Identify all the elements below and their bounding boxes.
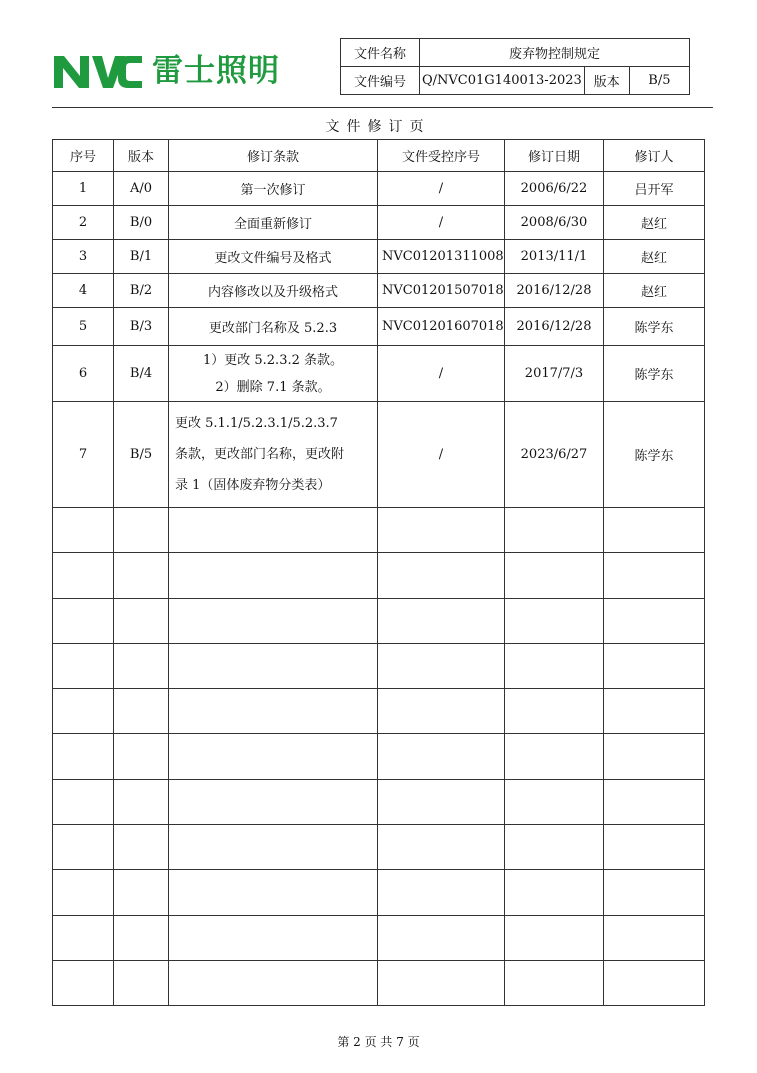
blank-cell (169, 960, 378, 1005)
document-header-table (340, 38, 690, 95)
blank-cell (114, 508, 169, 553)
blank-cell (169, 508, 378, 553)
page-footer: 第 2 页 共 7 页 (337, 1035, 420, 1049)
blank-cell (505, 779, 604, 824)
row-reviser: 陈学东 (604, 308, 705, 346)
row-number: 4 (53, 274, 114, 308)
blank-cell (505, 870, 604, 915)
row-control-number: NVC01201607018 (378, 308, 505, 346)
table-row (53, 402, 705, 508)
clause-line: 1）更改 5.2.3.2 条款。 (202, 352, 344, 368)
blank-cell (604, 643, 705, 688)
column-header: 修订日期 (505, 140, 604, 172)
blank-cell (505, 689, 604, 734)
column-header: 修订条款 (169, 140, 378, 172)
blank-cell (378, 508, 505, 553)
doc-name: 废弃物控制规定 (420, 39, 690, 67)
row-number: 7 (53, 402, 114, 508)
doc-number: Q/NVC01G140013-2023 (420, 67, 585, 95)
blank-cell (604, 553, 705, 598)
blank-cell (53, 553, 114, 598)
version-label: 版本 (584, 67, 629, 95)
header-divider (52, 107, 713, 108)
blank-cell (604, 734, 705, 779)
row-number: 5 (53, 308, 114, 346)
blank-cell (378, 915, 505, 960)
blank-cell (378, 643, 505, 688)
blank-row (53, 598, 705, 643)
table-row (53, 240, 705, 274)
row-number: 2 (53, 206, 114, 240)
clause-line: 2）删除 7.1 条款。 (215, 379, 331, 395)
blank-cell (114, 689, 169, 734)
blank-cell (53, 870, 114, 915)
blank-row (53, 553, 705, 598)
clause-line: 条款，更改部门名称，更改附 (175, 447, 345, 462)
row-version: B/2 (114, 274, 169, 308)
blank-cell (53, 734, 114, 779)
row-clause (169, 206, 378, 240)
blank-cell (505, 960, 604, 1005)
blank-cell (604, 960, 705, 1005)
row-clause (169, 402, 378, 508)
blank-cell (53, 598, 114, 643)
row-number: 6 (53, 346, 114, 402)
blank-cell (114, 734, 169, 779)
blank-cell (378, 553, 505, 598)
row-clause (169, 240, 378, 274)
nvc-logo-mark-icon (52, 52, 144, 90)
blank-cell (505, 825, 604, 870)
clause-line: 全面重新修订 (233, 217, 312, 232)
row-control-number: NVC01201507018 (378, 274, 505, 308)
blank-cell (378, 689, 505, 734)
table-row (53, 206, 705, 240)
blank-row (53, 960, 705, 1005)
blank-cell (604, 870, 705, 915)
revision-table-header (53, 140, 705, 172)
doc-number-label: 文件编号 (341, 67, 420, 95)
blank-cell (505, 508, 604, 553)
blank-cell (505, 598, 604, 643)
row-number: 3 (53, 240, 114, 274)
blank-cell (505, 553, 604, 598)
row-version: B/5 (114, 402, 169, 508)
company-logo (52, 50, 280, 92)
blank-cell (604, 508, 705, 553)
blank-cell (378, 598, 505, 643)
blank-cell (169, 553, 378, 598)
blank-cell (53, 643, 114, 688)
blank-cell (114, 598, 169, 643)
blank-cell (169, 689, 378, 734)
row-control-number: / (378, 172, 505, 206)
row-date: 2013/11/1 (505, 240, 604, 274)
blank-cell (169, 598, 378, 643)
blank-cell (604, 689, 705, 734)
blank-cell (53, 779, 114, 824)
column-header: 文件受控序号 (378, 140, 505, 172)
blank-row (53, 870, 705, 915)
blank-cell (604, 779, 705, 824)
blank-cell (169, 915, 378, 960)
blank-row (53, 508, 705, 553)
blank-row (53, 734, 705, 779)
blank-cell (114, 915, 169, 960)
row-reviser: 陈学东 (604, 346, 705, 402)
version-value: B/5 (629, 67, 689, 95)
column-header: 修订人 (604, 140, 705, 172)
company-name: 雷士照明 (152, 53, 280, 89)
row-date: 2016/12/28 (505, 274, 604, 308)
row-reviser: 赵红 (604, 274, 705, 308)
clause-line: 第一次修订 (240, 183, 306, 198)
blank-cell (114, 779, 169, 824)
blank-cell (114, 825, 169, 870)
row-version: B/3 (114, 308, 169, 346)
column-header: 版本 (114, 140, 169, 172)
blank-row (53, 825, 705, 870)
blank-cell (53, 825, 114, 870)
section-title: 文件修订页 (325, 119, 431, 135)
row-version: A/0 (114, 172, 169, 206)
blank-cell (169, 643, 378, 688)
blank-cell (604, 825, 705, 870)
row-control-number: NVC01201311008 (378, 240, 505, 274)
row-version: B/4 (114, 346, 169, 402)
row-clause (169, 274, 378, 308)
row-version: B/1 (114, 240, 169, 274)
clause-line: 更改部门名称及 5.2.3 (208, 321, 338, 336)
row-clause (169, 346, 378, 402)
blank-cell (114, 960, 169, 1005)
blank-cell (53, 508, 114, 553)
row-reviser: 赵红 (604, 206, 705, 240)
blank-row (53, 643, 705, 688)
doc-name-label: 文件名称 (341, 39, 420, 67)
blank-cell (378, 779, 505, 824)
table-row (53, 308, 705, 346)
clause-line: 内容修改以及升级格式 (207, 285, 338, 300)
blank-cell (378, 825, 505, 870)
row-control-number: / (378, 402, 505, 508)
blank-cell (169, 825, 378, 870)
row-number: 1 (53, 172, 114, 206)
row-date: 2016/12/28 (505, 308, 604, 346)
blank-cell (114, 643, 169, 688)
row-reviser: 赵红 (604, 240, 705, 274)
blank-row (53, 779, 705, 824)
blank-cell (53, 915, 114, 960)
blank-cell (114, 870, 169, 915)
blank-cell (604, 598, 705, 643)
table-row (53, 172, 705, 206)
blank-row (53, 689, 705, 734)
row-reviser: 陈学东 (604, 402, 705, 508)
blank-cell (169, 779, 378, 824)
blank-cell (169, 734, 378, 779)
row-control-number: / (378, 206, 505, 240)
row-date: 2006/6/22 (505, 172, 604, 206)
blank-cell (378, 960, 505, 1005)
blank-cell (604, 915, 705, 960)
revision-table (52, 139, 705, 1006)
blank-cell (378, 734, 505, 779)
row-date: 2023/6/27 (505, 402, 604, 508)
row-date: 2017/7/3 (505, 346, 604, 402)
row-date: 2008/6/30 (505, 206, 604, 240)
blank-cell (505, 734, 604, 779)
blank-row (53, 915, 705, 960)
blank-cell (53, 960, 114, 1005)
table-row (53, 274, 705, 308)
blank-cell (505, 643, 604, 688)
table-row (53, 346, 705, 402)
row-control-number: / (378, 346, 505, 402)
blank-cell (378, 870, 505, 915)
blank-cell (114, 553, 169, 598)
clause-line: 更改文件编号及格式 (214, 251, 332, 266)
clause-line: 更改 5.1.1/5.2.3.1/5.2.3.7 (175, 416, 338, 431)
row-clause (169, 172, 378, 206)
row-clause (169, 308, 378, 346)
clause-line: 录 1（固体废弃物分类表） (175, 478, 331, 493)
column-header: 序号 (53, 140, 114, 172)
blank-cell (169, 870, 378, 915)
blank-cell (505, 915, 604, 960)
row-version: B/0 (114, 206, 169, 240)
row-reviser: 吕开军 (604, 172, 705, 206)
blank-cell (53, 689, 114, 734)
